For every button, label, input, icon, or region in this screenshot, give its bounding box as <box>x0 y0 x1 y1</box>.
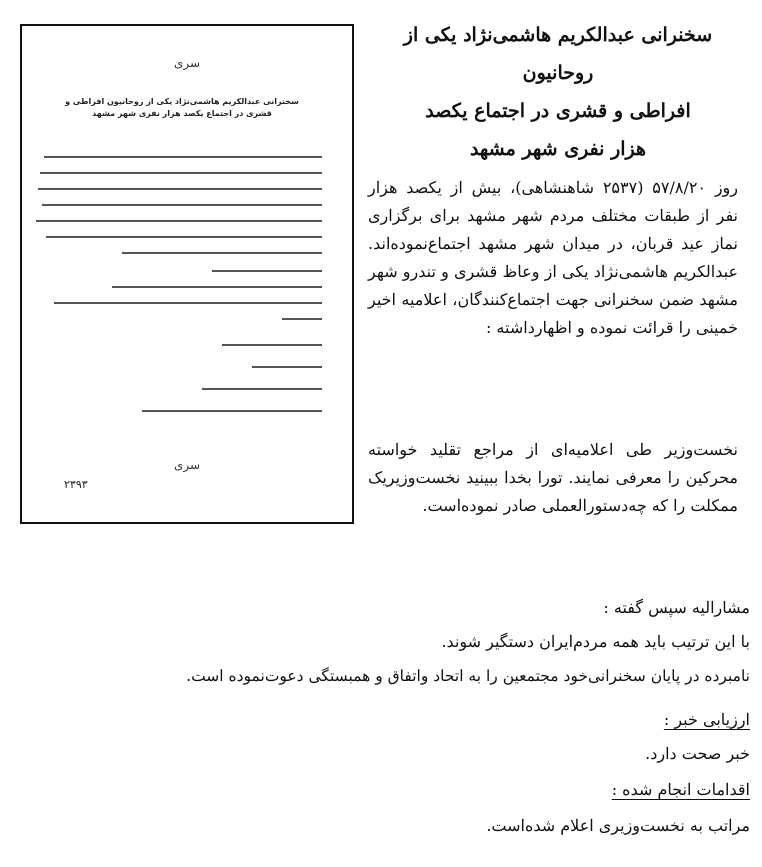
line-arrest-statement: با این ترتیب باید همه مردم‌ایران دستگیر شوند. <box>441 632 750 651</box>
title-line: هزار نفری شهر مشهد <box>469 138 647 160</box>
scan-line <box>202 388 322 390</box>
scan-line <box>142 410 322 412</box>
heading-actions-taken: اقدامات انجام شده : <box>611 780 750 799</box>
title-line: سخنرانی عبدالکریم هاشمی‌نژاد یکی از روحانیون <box>403 24 713 84</box>
scan-line <box>282 318 322 320</box>
scan-line <box>42 204 322 206</box>
thumbnail-title: سخنرانی عبدالکریم هاشمی‌نژاد یکی از روحانیون افراطی و قشری در اجتماع یکصد هزار نفری شهر مشهد <box>65 97 299 118</box>
title-line: افراطی و قشری در اجتماع یکصد <box>425 100 691 122</box>
scan-line <box>252 366 322 368</box>
scan-line <box>122 252 322 254</box>
scan-line <box>54 302 322 304</box>
paragraph-prime-minister: نخست‌وزیر طی اعلامیه‌ای از مراجع تقلید خواسته محرکین را معرفی نمایند. تورا بخدا ببینید نخست‌وزیریک ممکلت را که چه‌دستورالعملی صادر نموده‌است. <box>368 440 738 515</box>
scan-line <box>36 220 322 222</box>
scan-line <box>40 172 322 174</box>
scan-line <box>112 286 322 288</box>
classification-stamp-top: سری <box>173 56 201 70</box>
scanned-document-thumbnail <box>20 24 354 524</box>
heading-news-evaluation: ارزیابی خبر : <box>663 710 750 729</box>
document-title <box>378 16 738 168</box>
line-closing-remarks: نامبرده در پایان سخنرانی‌خود مجتمعین را به اتحاد واتفاق و همبستگی دعوت‌نموده است. <box>186 667 750 685</box>
scan-line <box>44 156 322 158</box>
scan-line <box>38 188 322 190</box>
paragraph-intro: روز ۵۷/۸/۲۰ (۲۵۳۷ شاهنشاهی)، بیش از یکصد هزار نفر از طبقات مختلف مردم شهر مشهد برای برگزاری نماز عید قربان، در میدان شهر مشهد اجتماع‌نموده‌اند. عبدالکریم هاشمی‌نژاد یکی از وعاظ قشری و تندرو شهر مشهد ضمن سخنرانی جهت اجتماع‌کنندگان، اعلامیه اخیر خمینی را قرائت نموده و اظهارداشته : <box>368 178 739 337</box>
line-news-verified: خبر صحت دارد. <box>645 744 750 763</box>
scan-line <box>222 344 322 346</box>
line-actions-detail: مراتب به نخست‌وزیری اعلام شده‌است. <box>486 816 750 835</box>
scan-line <box>46 236 322 238</box>
line-speaker-continued: مشارالیه سپس گفته : <box>603 598 750 617</box>
scan-line <box>212 270 322 272</box>
classification-stamp-bottom: سری <box>173 458 201 472</box>
document-number: ۲۳۹۳ <box>64 478 88 491</box>
